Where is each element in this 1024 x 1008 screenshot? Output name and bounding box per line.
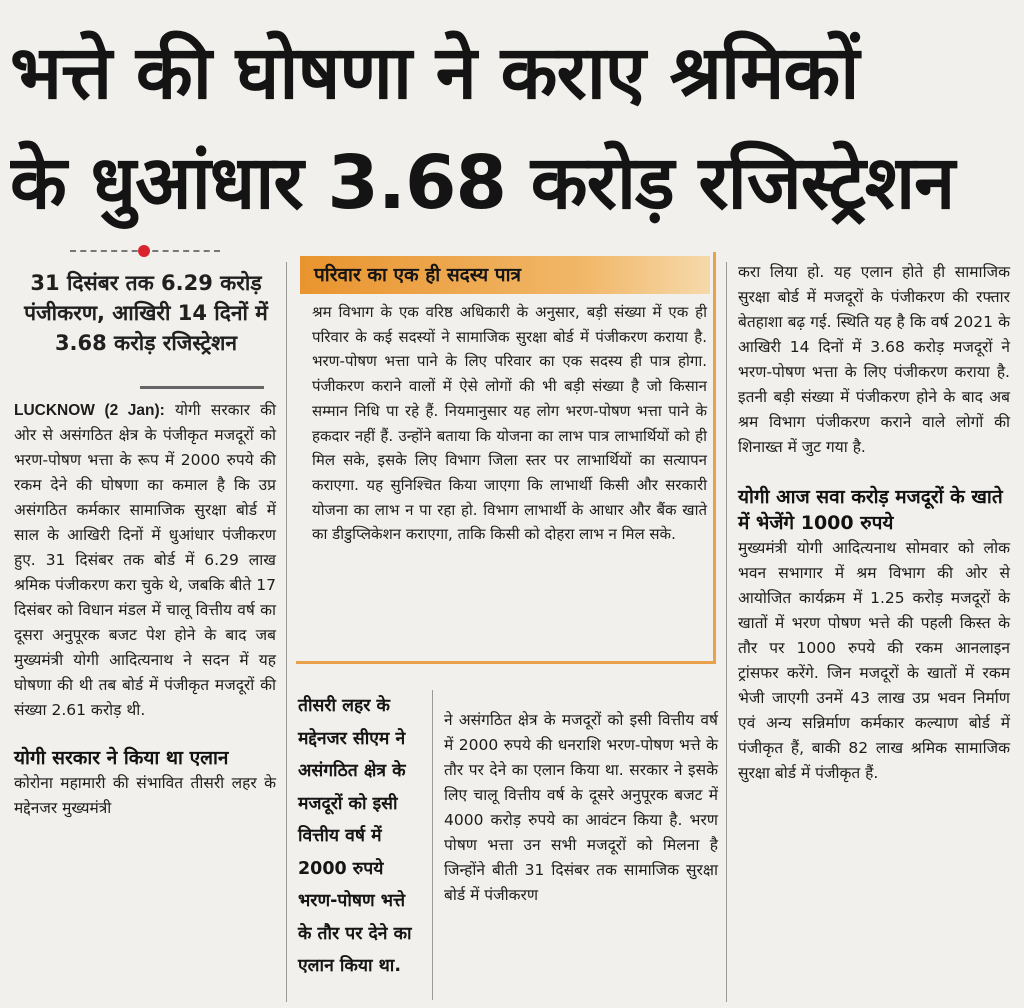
pull-quote: तीसरी लहर के मद्देनजर सीएम ने असंगठित क्षेत्र के मजदूरों को इसी वित्तीय वर्ष में 2000 रुपये भरण-पोषण भत्ते के तौर पर देने का एलान किया था. — [298, 696, 412, 976]
column-divider-2 — [432, 690, 433, 1000]
sidebar-box-title: परिवार का एक ही सदस्य पात्र — [300, 256, 710, 294]
dateline: LUCKNOW (2 Jan): — [14, 402, 165, 419]
column-1-text — [14, 398, 276, 723]
headline-line-1: भत्ते की घोषणा ने कराए श्रमिकों — [10, 30, 859, 116]
headline-line-2: के धुआंधार 3.68 करोड़ रजिस्ट्रेशन — [10, 140, 955, 226]
lead-divider — [140, 386, 264, 389]
red-dot-icon — [138, 245, 150, 257]
column-divider-1 — [286, 262, 287, 1002]
article-column-1 — [14, 398, 276, 821]
article-column-right — [738, 260, 1010, 786]
lead-summary: 31 दिसंबर तक 6.29 करोड़ पंजीकरण, आखिरी 14 दिनों में 3.68 करोड़ रजिस्ट्रेशन — [24, 271, 268, 355]
article-column-middle: ने असंगठित क्षेत्र के मजदूरों को इसी वित्तीय वर्ष में 2000 रुपये की धनराशि भरण-पोषण भत्ते के तौर पर देने का एलान किया था. सरकार ने इसके लिए चालू वित्तीय वर्ष के दूसरे अनुपूरक बजट में 4000 करोड़ रुपये का आवंटन किया है. भरण पोषण भत्ता उन सभी मजदूरों को मिलना है जिन्होंने बीती 31 दिसंबर तक सामाजिक सुरक्षा बोर्ड में पंजीकरण — [444, 711, 718, 904]
column-1-subhead: योगी सरकार ने किया था एलान — [14, 747, 229, 769]
headline — [10, 18, 1014, 238]
column-1-body: योगी सरकार की ओर से असंगठित क्षेत्र के पंजीकृत मजदूरों को भरण-पोषण भत्ता के रूप में 2000 रुपये की रकम देने की घोषणा का कमाल है कि उप्र असंगठित कर्मकार सामाजिक सुरक्षा बोर्ड में साल के आखिरी दिनों में धुआंधार पंजीकरण हुए. 31 दिसंबर तक बोर्ड में 6.29 लाख श्रमिक पंजीकरण करा चुके थे, जबकि बीते 17 दिसंबर को विधान मंडल में चालू वित्तीय वर्ष का दूसरा अनुपूरक बजट पेश होने के बाद जब मुख्यमंत्री योगी आदित्यनाथ ने सदन में यह घोषणा की थी तब बोर्ड में पंजीकृत मजदूरों की संख्या 2.61 करोड़ थी. — [14, 401, 276, 719]
column-right-body: करा लिया हो. यह एलान होते ही सामाजिक सुरक्षा बोर्ड में मजदूरों के पंजीकरण की रफ्तार बेतहाशा बढ़ गई. स्थिति यह है कि वर्ष 2021 के आखिरी 14 दिनों में 3.68 करोड़ मजदूरों ने भरण-पोषण भत्ता के लिए पंजीकरण कराया है. इतनी बड़ी संख्या में पंजीकरण होने के बाद अब श्रम विभाग पंजीकरण कराने वाले लोगों की शिनाख्त में जुट गया है. — [738, 263, 1010, 456]
column-divider-3 — [726, 262, 727, 1002]
column-1-body-2: कोरोना महामारी की संभावित तीसरी लहर के मद्देनजर मुख्यमंत्री — [14, 774, 276, 817]
column-right-body-2: मुख्यमंत्री योगी आदित्यनाथ सोमवार को लोक भवन सभागार में श्रम विभाग की ओर से आयोजित कार्यक्रम में 1.25 करोड़ मजदूरों के खातों में भरण पोषण भत्ते की पहली किस्त के तौर पर 1000 रुपये की रकम आनलाइन ट्रांसफर करेंगे. जिन मजदूरों के खातों में रकम भेजी जाएगी उनमें 43 लाख उप्र भवन निर्माण एवं अन्य सन्निर्माण कर्मकार कल्याण बोर्ड में पंजीकृत हैं, बाकी 82 लाख श्रमिक सामाजिक सुरक्षा बोर्ड में पंजीकृत हैं. — [738, 539, 1010, 782]
column-right-subhead: योगी आज सवा करोड़ मजदूरों के खाते में भेजेंगे 1000 रुपये — [738, 486, 1003, 534]
sidebar-box-body: श्रम विभाग के एक वरिष्ठ अधिकारी के अनुसार, बड़ी संख्या में एक ही परिवार के कई सदस्यों ने सामाजिक सुरक्षा बोर्ड में पंजीकरण कराया है. भरण-पोषण भत्ता पाने के लिए परिवार का एक सदस्य ही पात्र होगा. पंजीकरण कराने वालों में ऐसे लोगों की भी बड़ी संख्या है जो किसान सम्मान निधि पा रहे हैं. नियमानुसार यह लोग भरण-पोषण भत्ता पाने के हकदार नहीं हैं. उन्होंने बताया कि योजना का लाभ पात्र लाभार्थियों को ही मिल सके, इसके लिए विभाग जिला स्तर पर लाभार्थियों का सत्यापन कराएगा. यह सुनिश्चित किया जाएगा कि लाभार्थी किसी और सरकारी योजना का लाभ न पा रहा हो. विभाग लाभार्थी के आधार और बैंक खाते का डीडुप्लिकेशन कराएगा, ताकि किसी को दोहरा लाभ न मिल सके. — [312, 303, 707, 544]
